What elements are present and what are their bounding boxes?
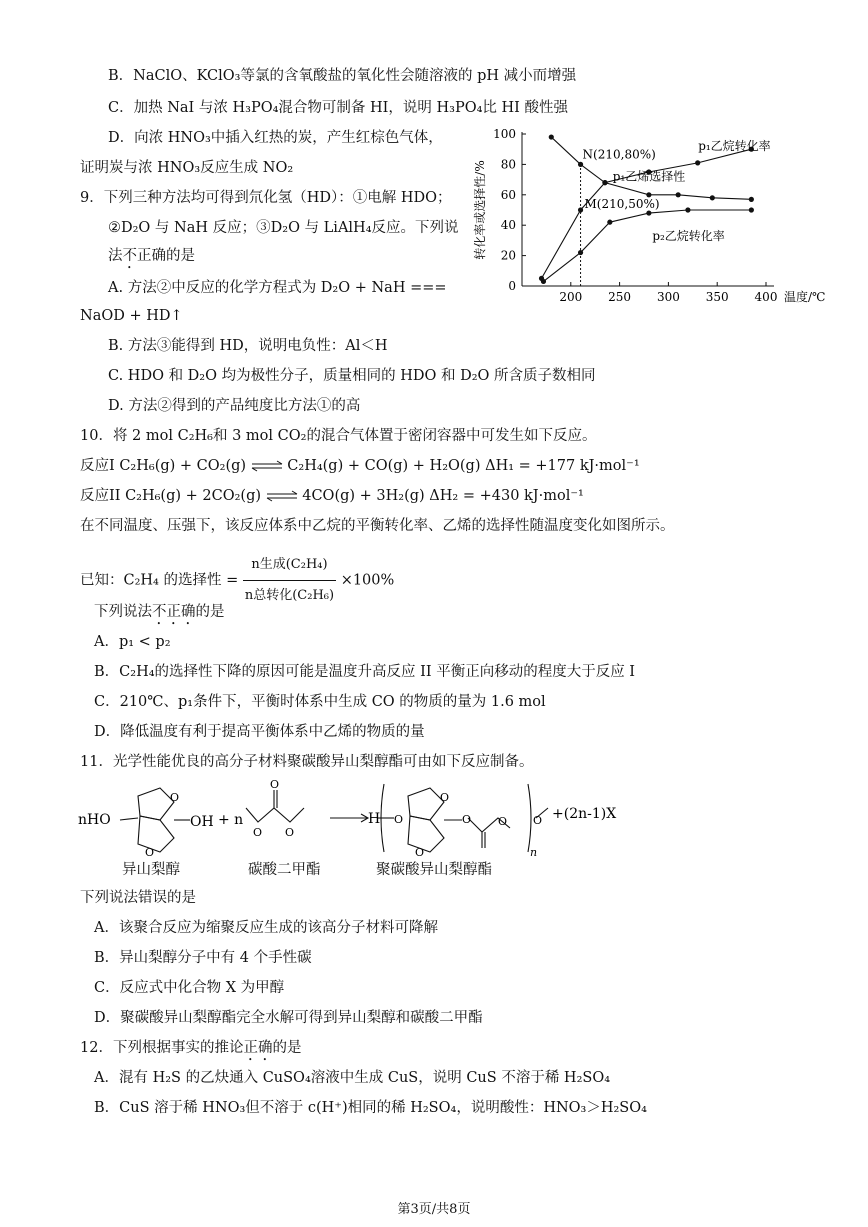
q11-option-b: B．异山梨醇分子中有 4 个手性碳 [94,950,312,966]
conversion-selectivity-chart [470,122,826,307]
q9-stem-line2: ②D₂O 与 NaH 反应；③D₂O 与 LiAlH₄反应。下列说 [108,220,459,236]
y-tick-label: 40 [500,218,516,233]
data-point [541,279,546,284]
data-point [676,192,681,197]
svg-text:O: O [415,846,425,859]
q10-reaction-1: 反应I C₂H₆(g) + CO₂(g) C₂H₄(g) + CO(g) + H₂O(g) ΔH₁ = +177 kJ·mol⁻¹ [80,458,640,474]
reactant-1-prefix: nHO [78,812,111,828]
byproduct: +(2n-1)X [552,806,617,822]
q11-option-a: A．该聚合反应为缩聚反应生成的该高分子材料可降解 [94,920,438,936]
svg-text:O: O [462,813,472,826]
x-tick-label: 300 [656,290,680,304]
data-point [578,162,583,167]
reaction-arrow-icon [330,814,368,822]
q12-stem: 12．下列根据事实的推论正确的是 [80,1040,302,1056]
plus-n: + n [218,812,244,828]
equilibrium-arrow-icon [251,460,283,472]
svg-text:O: O [170,791,180,804]
q9-stem-line3: 法不正确的是 [108,248,195,264]
data-point [607,220,612,225]
q8-option-c: C．加热 NaI 与浓 H₃PO₄混合物可制备 HI，说明 H₃PO₄比 HI 酸性强 [108,100,568,116]
y-tick-label: 100 [493,127,516,141]
reactant-1-oh: OH [190,814,214,830]
q9-option-a: A. 方法②中反应的化学方程式为 D₂O + NaH === [108,280,447,296]
data-point [646,210,651,215]
polymer-n: n [530,846,538,859]
x-tick-label: 350 [705,290,729,304]
q11-option-c: C．反应式中化合物 X 为甲醇 [94,980,285,996]
svg-text:O: O [498,815,508,828]
q11-option-d: D．聚碳酸异山梨醇酯完全水解可得到异山梨醇和碳酸二甲酯 [94,1010,483,1026]
data-point [685,207,690,212]
svg-text:O: O [533,814,543,827]
q10-reaction-2: 反应II C₂H₆(g) + 2CO₂(g) 4CO(g) + 3H₂(g) ΔH₂ = +430 kJ·mol⁻¹ [80,488,584,504]
q8-option-b: B．NaClO、KClO₃等氯的含氧酸盐的氧化性会随溶液的 pH 减小而增强 [108,68,577,84]
y-axis-label: 转化率或选择性/% [473,160,487,260]
page-footer: 第3页/共8页 [397,1202,471,1217]
data-point [749,207,754,212]
q10-option-c: C．210℃、p₁条件下，平衡时体系中生成 CO 的物质的量为 1.6 mol [94,694,546,710]
q10-ask: 下列说法不正确的是 [94,604,225,620]
q11-stem: 11．光学性能优良的高分子材料聚碳酸异山梨醇酯可由如下反应制备。 [80,754,534,770]
data-point [710,195,715,200]
svg-text:O: O [394,813,404,826]
q12-option-a: A．混有 H₂S 的乙炔通入 CuSO₄溶液中生成 CuS，说明 CuS 不溶于稀 H₂SO₄ [94,1070,611,1086]
data-point [749,197,754,202]
x-tick-label: 250 [608,290,632,304]
label-dimethyl-carbonate: 碳酸二甲酯 [248,862,321,878]
data-point [602,180,607,185]
polymerization-reaction-scheme [78,778,617,859]
q10-option-d: D．降低温度有利于提高平衡体系中乙烯的物质的量 [94,724,425,740]
series-label-2: p₂乙烷转化率 [652,228,725,243]
x-axis-label: 温度/℃ [784,290,826,304]
series-label-1: p₁乙烯选择性 [612,169,686,184]
q10-option-b: B．C₂H₄的选择性下降的原因可能是温度升高反应 II 平衡正向移动的程度大于反应 I [94,664,636,680]
svg-text:O: O [270,778,280,791]
q10-option-a: A．p₁ < p₂ [94,634,171,650]
svg-text:O: O [145,846,155,859]
q8-option-d-cont: 证明炭与浓 HNO₃反应生成 NO₂ [80,160,294,176]
x-tick-label: 400 [754,290,778,304]
label-isosorbide: 异山梨醇 [122,862,180,878]
q9-option-a-cont: NaOD + HD↑ [80,308,183,324]
data-point [549,134,554,139]
q10-description: 在不同温度、压强下，该反应体系中乙烷的平衡转化率、乙烯的选择性随温度变化如图所示。 [80,518,675,534]
q9-option-c: C. HDO 和 D₂O 均为极性分子，质量相同的 HDO 和 D₂O 所含质子数相同 [108,368,596,384]
data-point [578,207,583,212]
q9-option-b: B. 方法③能得到 HD，说明电负性：Al＜H [108,338,388,354]
q12-option-b: B．CuS 溶于稀 HNO₃但不溶于 c(H⁺)相同的稀 H₂SO₄，说明酸性：HNO₃＞H₂SO₄ [94,1100,647,1116]
data-point [695,160,700,165]
svg-text:O: O [253,826,263,839]
annotation-m: M(210,50%) [584,197,660,211]
polymer-end-h: H [368,811,381,827]
y-tick-label: 0 [508,279,516,293]
data-point [578,250,583,255]
q9-stem-line1: 9．下列三种方法均可得到氘化氢（HD）：①电解 HDO； [80,190,452,206]
q8-option-d: D．向浓 HNO₃中插入红热的炭，产生红棕色气体， [108,130,443,146]
equilibrium-arrow-icon [266,490,298,502]
series-label-0: p₁乙烷转化率 [698,139,771,154]
svg-text:O: O [285,826,295,839]
isosorbide-structure [120,788,190,852]
dimethyl-carbonate-structure [246,790,304,822]
x-tick-label: 200 [559,290,583,304]
q9-option-d: D. 方法②得到的产品纯度比方法①的高 [108,398,361,414]
svg-text:O: O [440,791,450,804]
y-tick-label: 80 [500,157,516,172]
q10-known-formula: 已知：C₂H₄ 的选择性 = $\frac{\text{n生成(C₂H₄)}}{\text{n总转化(C₂H₆)}}$ ×100% [80,550,394,611]
y-tick-label: 60 [500,187,516,202]
label-polycarbonate: 聚碳酸异山梨醇酯 [376,862,492,878]
q11-ask: 下列说法错误的是 [80,890,196,906]
y-tick-label: 20 [500,248,516,263]
annotation-n: N(210,80%) [582,147,656,162]
q10-stem: 10．将 2 mol C₂H₆和 3 mol CO₂的混合气体置于密闭容器中可发生如下反应。 [80,428,597,444]
